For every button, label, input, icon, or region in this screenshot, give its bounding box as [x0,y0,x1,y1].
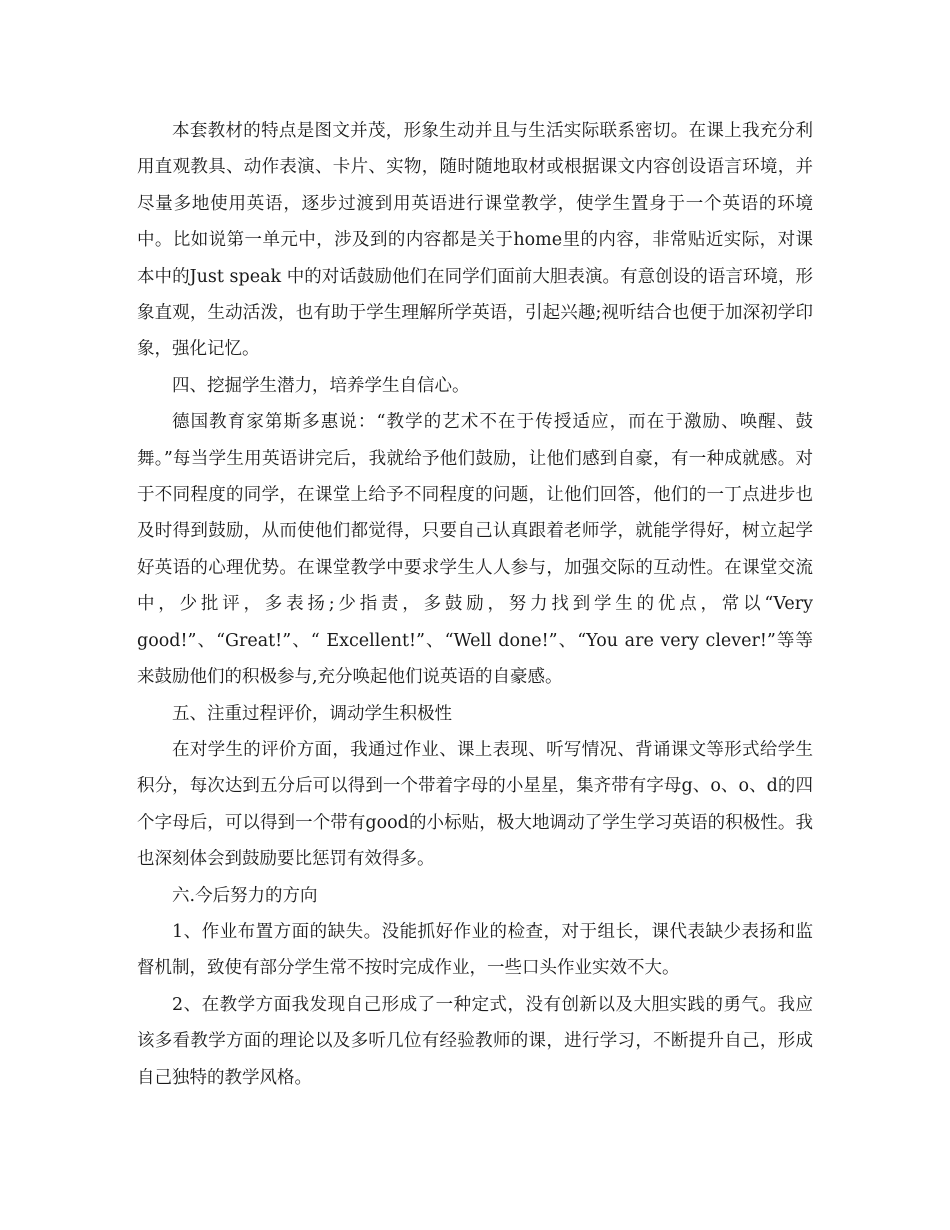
paragraph-teaching-style: 2、在教学方面我发现自己形成了一种定式，没有创新以及大胆实践的勇气。我应该多看教学方面的理论以及多听几位有经验教师的课，进行学习，不断提升自己，形成自己独特的教学风格。 [137,994,813,1088]
paragraph-evaluation: 在对学生的评价方面，我通过作业、课上表现、听写情况、背诵课文等形式给学生积分，每次达到五分后可以得到一个带着字母的小星星，集齐带有字母g、o、o、d的四个字母后，可以得到一个带有good的小标贴，极大地调动了学生学习英语的积极性。我也深刻体会到鼓励要比惩罚有效得多。 [137,739,813,870]
document-body [137,113,813,1096]
paragraph-homework-shortcomings: 1、作业布置方面的缺失。没能抓好作业的检查，对于组长，课代表缺少表扬和监督机制，致使有部分学生常不按时完成作业，一些口头作业实效不大。 [137,921,813,979]
section-heading-4: 四、挖掘学生潜力，培养学生自信心。 [172,375,470,396]
section-heading-6: 六.今后努力的方向 [172,885,318,906]
paragraph-encouragement: 德国教育家第斯多惠说：“教学的艺术不在于传授适应，而在于激励、唤醒、鼓舞。”每当学生用英语讲完后，我就给予他们鼓励，让他们感到自豪，有一种成就感。对于不同程度的同学，在课堂上给予不同程度的问题，让他们回答，他们的一丁点进步也及时得到鼓励，从而使他们都觉得，只要自己认真跟着老师学，就能学得好，树立起学好英语的心理优势。在课堂教学中要求学生人人参与，加强交际的互动性。在课堂交流中，少批评，多表扬;少指责，多鼓励，努力找到学生的优点，常以“Very good!”、“Great!”、“ Excellent!”、“Well done!”、“You are very clever!”等等来鼓励他们的积极参与,充分唤起他们说英语的自豪感。 [137,412,813,688]
paragraph-textbook-features: 本套教材的特点是图文并茂，形象生动并且与生活实际联系密切。在课上我充分利用直观教具、动作表演、卡片、实物，随时随地取材或根据课文内容创设语言环境，并尽量多地使用英语，逐步过渡到用英语进行课堂教学，使学生置身于一个英语的环境中。比如说第一单元中，涉及到的内容都是关于home里的内容，非常贴近实际，对课本中的Just speak 中的对话鼓励他们在同学们面前大胆表演。有意创设的语言环境，形象直观，生动活泼，也有助于学生理解所学英语，引起兴趣;视听结合也便于加深初学印象，强化记忆。 [137,121,813,360]
section-heading-5: 五、注重过程评价，调动学生积极性 [172,703,452,724]
